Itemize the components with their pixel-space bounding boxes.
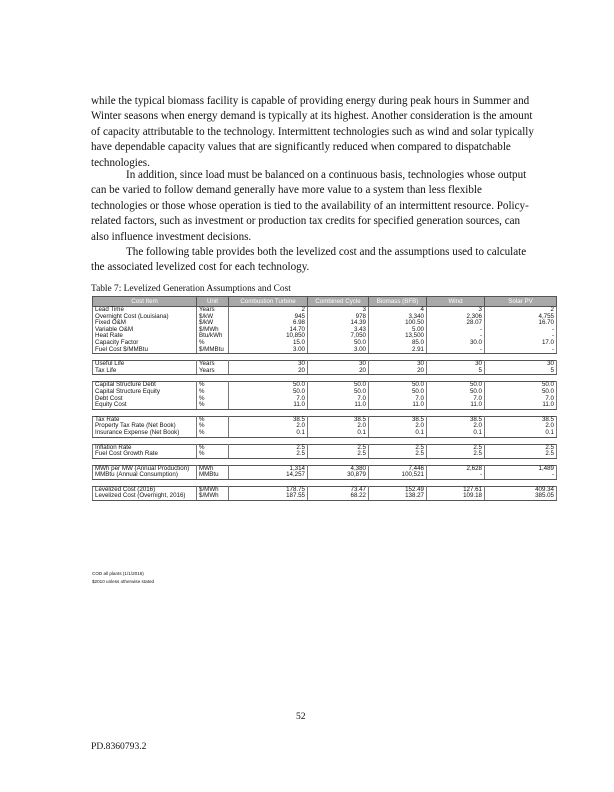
table-cell: 2.5 <box>485 444 557 451</box>
table-cell: 30 <box>308 361 369 368</box>
row-unit: % <box>197 389 229 396</box>
table-cell: 38.5 <box>485 416 557 423</box>
row-unit: $/MMBtu <box>197 347 229 354</box>
table-spacer-row <box>93 409 557 416</box>
table-row <box>93 430 557 437</box>
header-combined-cycle: Combined Cycle <box>308 297 369 307</box>
table-cell: - <box>427 327 485 334</box>
row-unit: Btu/kWh <box>197 333 229 340</box>
row-label: Fuel Cost Growth Rate <box>93 451 197 458</box>
header-solar-pv: Solar PV <box>485 297 557 307</box>
table-cell: 2.91 <box>369 347 427 354</box>
table-spacer-row <box>93 437 557 444</box>
table-row <box>93 451 557 458</box>
table-cell: 50.0 <box>308 340 369 347</box>
row-unit: Years <box>197 368 229 375</box>
table-spacer-cell <box>93 354 557 361</box>
table-cell: 50.0 <box>308 389 369 396</box>
table-row <box>93 327 557 334</box>
table-cell: 4,755 <box>485 314 557 321</box>
page-number: 52 <box>296 711 306 722</box>
table-cell: 100.50 <box>369 320 427 327</box>
table-cell: 50.0 <box>485 389 557 396</box>
table-row <box>93 314 557 321</box>
row-label: Overnight Cost (Louisiana) <box>93 314 197 321</box>
table-cell: 50.0 <box>485 382 557 389</box>
row-label: Debt Cost <box>93 396 197 403</box>
table-cell: 5.00 <box>369 327 427 334</box>
table-cell: 16.70 <box>485 320 557 327</box>
table-cell: 17.0 <box>485 340 557 347</box>
table-cell: 30.0 <box>427 340 485 347</box>
table-cell: 20 <box>369 368 427 375</box>
row-unit: % <box>197 416 229 423</box>
table-cell: 0.1 <box>485 430 557 437</box>
table-cell: 7,446 <box>369 465 427 472</box>
table-cell: 7.0 <box>485 396 557 403</box>
table-cell: 38.5 <box>427 416 485 423</box>
table-cell: 30 <box>427 361 485 368</box>
table-cell: 152.49 <box>369 486 427 493</box>
body-paragraph-2: In addition, since load must be balanced on a continuous basis, technologies whose output can be varied to follow demand generally have more value to a system than less flexible technologies or those whose operation is tied to the availability of an intermittent resource. Policy-related factors, such as investment or production tax credits for specified generation sources, can also influence investment decisions. <box>91 169 529 243</box>
table-row <box>93 389 557 396</box>
table-cell: 2.5 <box>229 444 308 451</box>
table-row <box>93 382 557 389</box>
table-cell: 50.0 <box>427 389 485 396</box>
table-cell: 3.00 <box>308 347 369 354</box>
header-wind: Wind <box>427 297 485 307</box>
levelized-cost-table <box>92 296 557 501</box>
row-label: Useful Life <box>93 361 197 368</box>
row-unit: % <box>197 444 229 451</box>
table-spacer-cell <box>93 409 557 416</box>
table-cell: 409.34 <box>485 486 557 493</box>
table-cell: 13,500 <box>369 333 427 340</box>
table-cell: 3.00 <box>229 347 308 354</box>
table-cell: 127.61 <box>427 486 485 493</box>
table-cell: 138.27 <box>369 493 427 500</box>
table-cell: 5 <box>485 368 557 375</box>
table-cell: 7.0 <box>229 396 308 403</box>
table-spacer-row <box>93 479 557 486</box>
table-row <box>93 361 557 368</box>
table-cell: 10,850 <box>229 333 308 340</box>
table-cell: 68.22 <box>308 493 369 500</box>
header-biomass: Biomass (BFB) <box>369 297 427 307</box>
table-header-row <box>93 297 557 307</box>
row-label: MMBtu (Annual Consumption) <box>93 472 197 479</box>
row-label: Lead Time <box>93 307 197 314</box>
table-row <box>93 347 557 354</box>
table-cell: 1,314 <box>229 465 308 472</box>
table-cell: 11.0 <box>229 402 308 409</box>
table-cell: 11.0 <box>427 402 485 409</box>
table-row <box>93 368 557 375</box>
header-cost-item: Cost Item <box>93 297 197 307</box>
table-caption: Table 7: Levelized Generation Assumptions and Cost <box>91 284 291 294</box>
row-unit: % <box>197 402 229 409</box>
table-row <box>93 396 557 403</box>
table-cell: - <box>485 333 557 340</box>
row-unit: $/MWh <box>197 486 229 493</box>
table-cell: - <box>427 472 485 479</box>
table-spacer-cell <box>93 437 557 444</box>
table-cell: 50.0 <box>308 382 369 389</box>
body-paragraph-3: The following table provides both the levelized cost and the assumptions used to calculate the associated levelized cost for each technology. <box>91 246 527 274</box>
row-label: Property Tax Rate (Net Book) <box>93 423 197 430</box>
row-unit: MWh <box>197 465 229 472</box>
table-spacer-row <box>93 354 557 361</box>
table-cell: 2,306 <box>427 314 485 321</box>
table-cell: 50.0 <box>369 382 427 389</box>
row-unit: % <box>197 396 229 403</box>
row-unit: $/MWh <box>197 493 229 500</box>
table-cell: 2.5 <box>369 444 427 451</box>
row-label: Tax Life <box>93 368 197 375</box>
table-cell: - <box>485 347 557 354</box>
body-paragraph-1: while the typical biomass facility is capable of providing energy during peak hours in Summer and Winter seasons when energy demand is typically at its highest. Another consideration is the amount of capacity attributable to the technology. Intermittent technologies such as wind and solar typically have dependable capacity values that are significantly reduced when compared to dispatchable technologies. <box>91 95 534 169</box>
table-cell: 100,521 <box>369 472 427 479</box>
table-row <box>93 320 557 327</box>
row-label: Variable O&M <box>93 327 197 334</box>
table-cell: 187.55 <box>229 493 308 500</box>
table-cell: 2.0 <box>308 423 369 430</box>
table-cell: 11.0 <box>369 402 427 409</box>
table-cell: 1,489 <box>485 465 557 472</box>
table-cell: 15.0 <box>229 340 308 347</box>
table-cell: - <box>485 472 557 479</box>
table-body <box>93 307 557 501</box>
table-spacer-cell <box>93 375 557 382</box>
table-cell: 6.98 <box>229 320 308 327</box>
row-label: Capital Structure Debt <box>93 382 197 389</box>
table-footnote-dollars: $2010 unless otherwise stated <box>92 579 155 584</box>
table-cell: 3,340 <box>369 314 427 321</box>
table-cell: 0.1 <box>427 430 485 437</box>
table-cell: 3.43 <box>308 327 369 334</box>
table-row <box>93 333 557 340</box>
row-unit: $/kW <box>197 320 229 327</box>
table-row <box>93 402 557 409</box>
table-cell: 4,380 <box>308 465 369 472</box>
table-spacer-row <box>93 375 557 382</box>
row-label: MWh per MW (Annual Production) <box>93 465 197 472</box>
table-cell: - <box>427 333 485 340</box>
row-label: Capacity Factor <box>93 340 197 347</box>
table-cell: 7.0 <box>369 396 427 403</box>
table-cell: 30 <box>229 361 308 368</box>
table-cell: 2.5 <box>485 451 557 458</box>
table-cell: 2,628 <box>427 465 485 472</box>
table-cell: 38.5 <box>229 416 308 423</box>
table-cell: 945 <box>229 314 308 321</box>
table-cell: 978 <box>308 314 369 321</box>
table-cell: 14.70 <box>229 327 308 334</box>
table-cell: 11.0 <box>308 402 369 409</box>
row-unit: % <box>197 423 229 430</box>
table-spacer-cell <box>93 479 557 486</box>
row-label: Heat Rate <box>93 333 197 340</box>
table-cell: 2.5 <box>427 444 485 451</box>
row-unit: $/kW <box>197 314 229 321</box>
table-cell: 20 <box>229 368 308 375</box>
row-unit: Years <box>197 307 229 314</box>
table-cell: 30 <box>369 361 427 368</box>
table-cell: 30 <box>485 361 557 368</box>
row-label: Fuel Cost $/MMBtu <box>93 347 197 354</box>
table-cell: 2 <box>229 307 308 314</box>
table-cell: 4 <box>369 307 427 314</box>
table-cell: 7.0 <box>308 396 369 403</box>
table-cell: 14.39 <box>308 320 369 327</box>
table-row <box>93 444 557 451</box>
table-footnote-cod: COD all plants (1/1/2016) <box>92 571 144 576</box>
table-row <box>93 472 557 479</box>
row-unit: Years <box>197 361 229 368</box>
header-unit: Unit <box>197 297 229 307</box>
document-id: PD.8360793.2 <box>91 741 147 752</box>
table-cell: 30,879 <box>308 472 369 479</box>
row-unit: % <box>197 340 229 347</box>
table-cell: 0.1 <box>229 430 308 437</box>
row-label: Levelized Cost (Overnight, 2016) <box>93 493 197 500</box>
table-cell: 50.0 <box>229 389 308 396</box>
table-cell: 11.0 <box>485 402 557 409</box>
table-cell: 7.0 <box>427 396 485 403</box>
table-cell: 73.47 <box>308 486 369 493</box>
row-label: Equity Cost <box>93 402 197 409</box>
row-unit: $/MWh <box>197 327 229 334</box>
table-row <box>93 340 557 347</box>
row-label: Fixed O&M <box>93 320 197 327</box>
table-cell: 14,257 <box>229 472 308 479</box>
table-cell: 2.0 <box>427 423 485 430</box>
table-cell: 385.05 <box>485 493 557 500</box>
header-combustion-turbine: Combustion Turbine <box>229 297 308 307</box>
table-cell: 38.5 <box>369 416 427 423</box>
table-cell: 2.5 <box>308 451 369 458</box>
row-label: Tax Rate <box>93 416 197 423</box>
table-cell: 5 <box>427 368 485 375</box>
table-cell: 2.0 <box>485 423 557 430</box>
table-cell: 2.5 <box>427 451 485 458</box>
row-unit: % <box>197 430 229 437</box>
table-cell: 178.75 <box>229 486 308 493</box>
table-cell: 2 <box>485 307 557 314</box>
table-cell: 20 <box>308 368 369 375</box>
table-cell: 0.1 <box>308 430 369 437</box>
table-cell: 38.5 <box>308 416 369 423</box>
row-label: Levelized Cost (2016) <box>93 486 197 493</box>
table-row <box>93 493 557 500</box>
table-cell: 50.0 <box>427 382 485 389</box>
row-label: Inflation Rate <box>93 444 197 451</box>
table-cell: - <box>427 347 485 354</box>
row-label: Capital Structure Equity <box>93 389 197 396</box>
table-cell: 2.5 <box>308 444 369 451</box>
table-cell: 2.0 <box>229 423 308 430</box>
row-label: Insurance Expense (Net Book) <box>93 430 197 437</box>
table-cell: 7,050 <box>308 333 369 340</box>
table-cell: - <box>485 327 557 334</box>
table-cell: 3 <box>427 307 485 314</box>
table-cell: 109.18 <box>427 493 485 500</box>
table-cell: 2.5 <box>369 451 427 458</box>
table-cell: 2.5 <box>229 451 308 458</box>
table-cell: 28.07 <box>427 320 485 327</box>
table-cell: 50.0 <box>369 389 427 396</box>
table-cell: 0.1 <box>369 430 427 437</box>
table-cell: 2.0 <box>369 423 427 430</box>
table-cell: 85.0 <box>369 340 427 347</box>
table-cell: 3 <box>308 307 369 314</box>
row-unit: MMBtu <box>197 472 229 479</box>
row-unit: % <box>197 382 229 389</box>
table-cell: 50.0 <box>229 382 308 389</box>
row-unit: % <box>197 451 229 458</box>
